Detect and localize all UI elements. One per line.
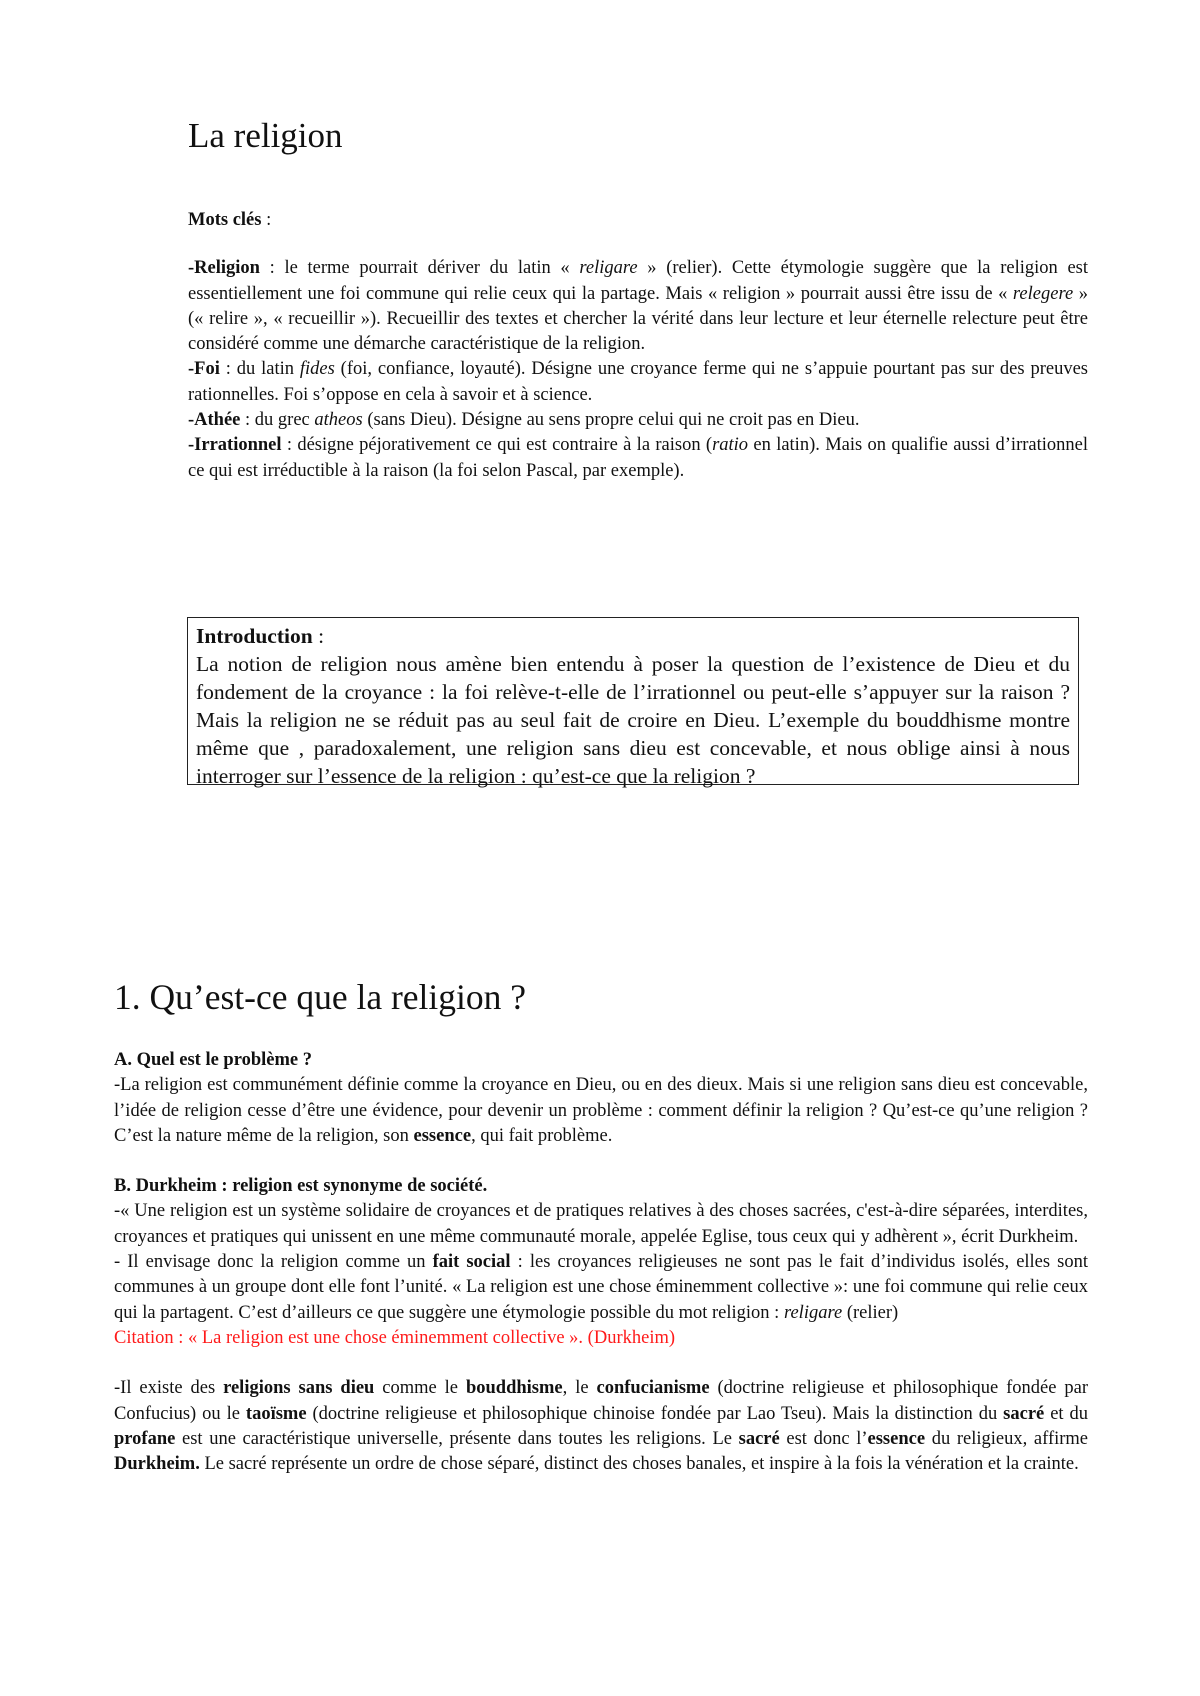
document-title: La religion — [188, 116, 343, 155]
introduction-box — [187, 617, 1079, 788]
section-1-body — [114, 1048, 1088, 1477]
keyword-entry-irrationnel: -Irrationnel : désigne péjorativement ce qui est contraire à la raison (ratio en latin). Mais on qualifie aussi d’irrationnel ce qui est irréductible à la raison (la foi selon Pascal, par exemple). — [188, 435, 1088, 481]
subsection-a-heading: A. Quel est le problème ? — [114, 1050, 312, 1070]
keywords-heading: Mots clés : — [188, 210, 272, 230]
fait-social-paragraph: - Il envisage donc la religion comme un fait social : les croyances religieuses ne sont pas le fait d’individus isolés, elles sont communes à un groupe dont elle font l’unité. « La religion est une chose éminemment collective »: une foi commune qui relie ceux qui la partagent. C’est d’ailleurs ce que suggère une étymologie possible du mot religion : religare (relier) — [114, 1252, 1089, 1323]
durkheim-definition-paragraph: -« Une religion est un système solidaire de croyances et de pratiques relatives à des choses sacrées, c'est-à-dire séparées, interdites, croyances et pratiques qui unissent en une même communauté morale, appelée Eglise, tous ceux qui y adhèrent », écrit Durkheim. — [114, 1201, 1088, 1247]
keywords-section — [188, 208, 1088, 484]
keyword-entry-foi: -Foi : du latin fides (foi, confiance, loyauté). Désigne une croyance ferme qui ne s’appuie pourtant pas sur des preuves rationnelles. Foi s’oppose en cela à savoir et à science. — [188, 359, 1088, 405]
keyword-term: -Religion — [188, 258, 260, 279]
section-1-title: 1. Qu’est-ce que la religion ? — [114, 977, 527, 1017]
keyword-entry-religion: -Religion : le terme pourrait dériver du latin « religare » (relier). Cette étymologie suggère que la religion est essentiellement une foi commune qui relie ceux qui la partage. Mais « religion » pourrait aussi être issu de « relegere » (« relire », « recueillir »). Recueillir des textes et chercher la vérité dans leur lecture et leur éternelle relecture peut être considéré comme une démarche caractéristique de la religion. — [188, 258, 1089, 355]
introduction-label: Introduction — [196, 624, 313, 648]
introduction-text: La notion de religion nous amène bien entendu à poser la question de l’existence de Dieu et du fondement de la croyance : la foi relève-t-elle de l’irrationnel ou peut-elle s’appuyer sur la raison ? Mais la religion ne se réduit pas au seul fait de croire en Dieu. L’exemple du bouddhisme montre même que , paradoxalement, une religion sans dieu est concevable, et nous oblige ainsi à nous interroger sur l’essence de la religion : qu’est-ce que la religion ? — [196, 652, 1070, 788]
keyword-term: -Foi — [188, 359, 220, 380]
keyword-term: -Irrationnel — [188, 435, 282, 456]
religions-sans-dieu-paragraph: -Il existe des religions sans dieu comme le bouddhisme, le confucianisme (doctrine religieuse et philosophique fondée par Confucius) ou le taoïsme (doctrine religieuse et philosophique chinoise fondée par Lao Tseu). Mais la distinction du sacré et du profane est une caractéristique universelle, présente dans toutes les religions. Le sacré est donc l’essence du religieux, affirme Durkheim. Le sacré représente un ordre de chose séparé, distinct des choses banales, et inspire à la fois la vénération et la crainte. — [114, 1378, 1089, 1475]
durkheim-quote: Citation : « La religion est une chose éminemment collective ». (Durkheim) — [114, 1327, 676, 1348]
keywords-label: Mots clés — [188, 210, 262, 230]
subsection-a-paragraph: -La religion est communément définie comme la croyance en Dieu, ou en des dieux. Mais si une religion sans dieu est concevable, l’idée de religion cesse d’être une évidence, pour devenir un problème : comment définir la religion ? Qu’est-ce qu’une religion ? C’est la nature même de la religion, son essence, qui fait problème. — [114, 1075, 1088, 1146]
keyword-entry-athee: -Athée : du grec atheos (sans Dieu). Désigne au sens propre celui qui ne croit pas en Dieu. — [188, 410, 860, 431]
introduction-heading: Introduction : — [196, 624, 325, 648]
subsection-b-heading: B. Durkheim : religion est synonyme de société. — [114, 1176, 488, 1197]
keyword-term: -Athée — [188, 410, 241, 431]
